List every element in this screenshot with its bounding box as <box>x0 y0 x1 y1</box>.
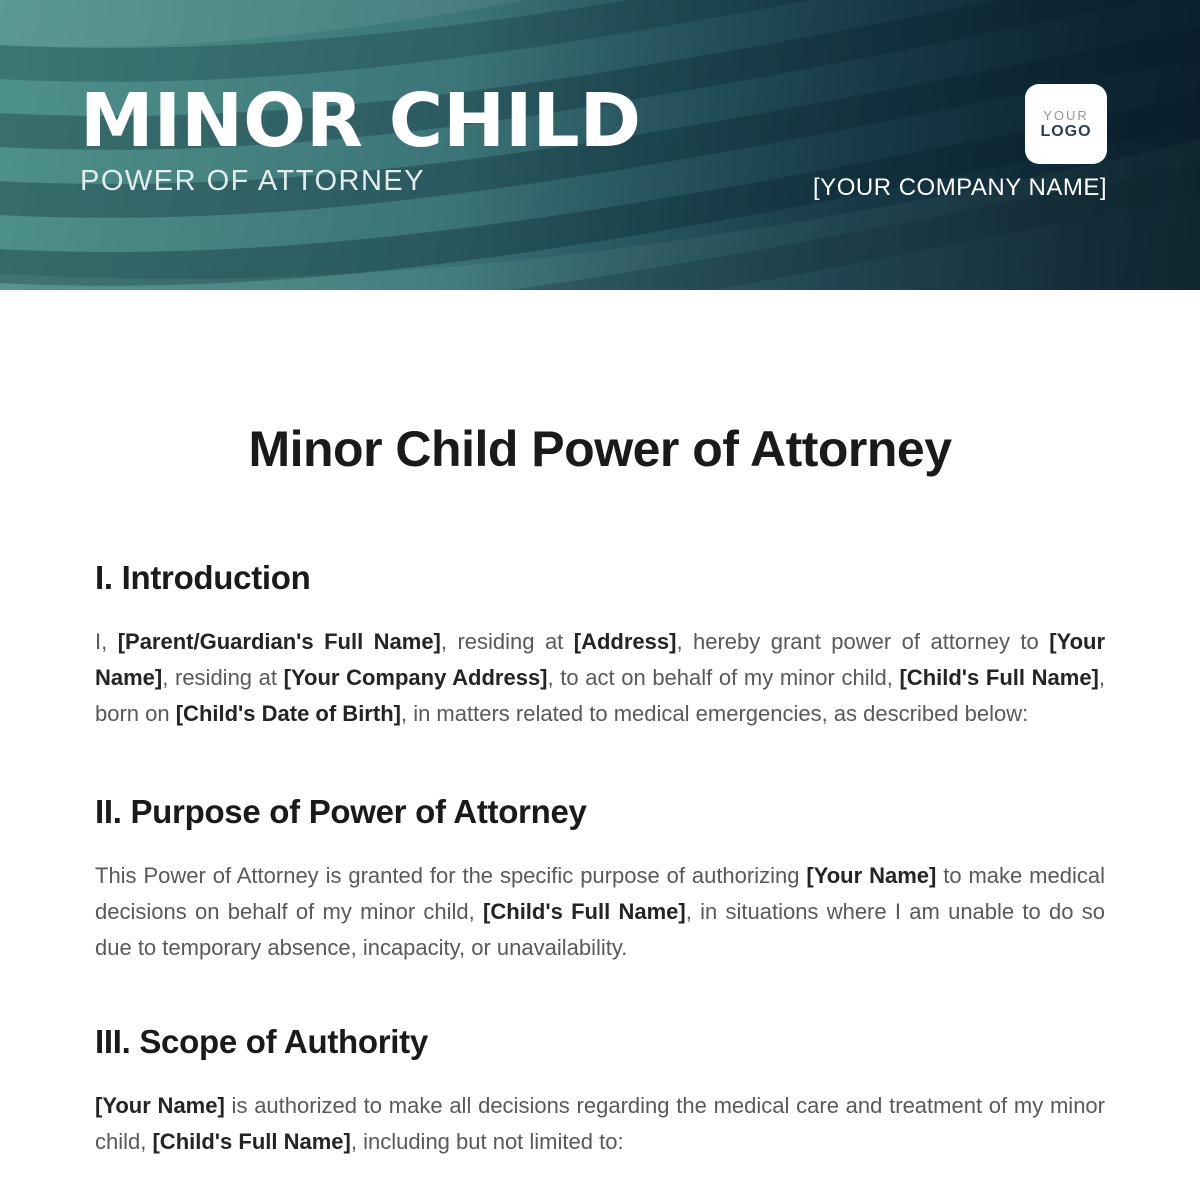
placeholder-field: [Address] <box>573 629 677 654</box>
document-sections <box>95 558 1105 1160</box>
logo-text-logo: LOGO <box>1040 122 1092 140</box>
logo-placeholder <box>1025 84 1107 164</box>
section-heading: I. Introduction <box>95 559 311 596</box>
paragraph-text: , residing at <box>162 665 284 690</box>
paragraph-text: I, <box>95 629 118 654</box>
placeholder-field: [Your Name] <box>95 1093 225 1118</box>
banner-title: MINOR CHILD <box>80 78 642 164</box>
paragraph-text: , residing at <box>440 629 574 654</box>
banner-text-block <box>80 78 642 197</box>
placeholder-field: [Your Name] <box>95 629 1106 690</box>
placeholder-field: [Child's Full Name] <box>483 899 686 924</box>
banner <box>0 0 1200 290</box>
paragraph-text: is authorized to make all decisions regarding the medical care and treatment of my minor child, <box>95 1093 1105 1154</box>
placeholder-field: [Your Company Address] <box>283 665 548 690</box>
placeholder-field: [Child's Date of Birth] <box>175 701 401 726</box>
document-title: Minor Child Power of Attorney <box>248 421 952 477</box>
placeholder-field: [Parent/Guardian's Full Name] <box>117 629 441 654</box>
section-paragraph <box>95 624 1105 732</box>
logo-text-your: YOUR <box>1043 107 1089 123</box>
placeholder-field: [Child's Full Name] <box>899 665 1099 690</box>
paragraph-text: , to act on behalf of my minor child, <box>547 665 900 690</box>
paragraph-text: , in matters related to medical emergencies, as described below: <box>400 701 1029 726</box>
company-name-placeholder: [YOUR COMPANY NAME] <box>813 174 1107 201</box>
banner-subtitle: POWER OF ATTORNEY <box>80 165 426 197</box>
paragraph-text: This Power of Attorney is granted for the specific purpose of authorizing <box>95 863 807 888</box>
banner-brand-block <box>813 84 1107 202</box>
paragraph-text: , in situations where I am unable to do so due to temporary absence, incapacity, or unavailability. <box>95 899 1106 960</box>
section-heading: II. Purpose of Power of Attorney <box>95 793 587 830</box>
section-paragraph <box>95 858 1105 966</box>
section-heading: III. Scope of Authority <box>95 1023 428 1060</box>
document-section <box>95 792 1105 966</box>
paragraph-text: , including but not limited to: <box>350 1129 624 1154</box>
section-paragraph <box>95 1088 1105 1160</box>
paragraph-text: , hereby grant power of attorney to <box>676 629 1050 654</box>
paragraph-text: to make medical decisions on behalf of my minor child, <box>95 863 1105 924</box>
placeholder-field: [Child's Full Name] <box>152 1129 351 1154</box>
placeholder-field: [Your Name] <box>806 863 937 888</box>
document-section <box>95 558 1105 732</box>
document-body <box>0 422 1200 1160</box>
paragraph-text: , born on <box>95 665 1106 726</box>
document-section <box>95 1022 1105 1160</box>
